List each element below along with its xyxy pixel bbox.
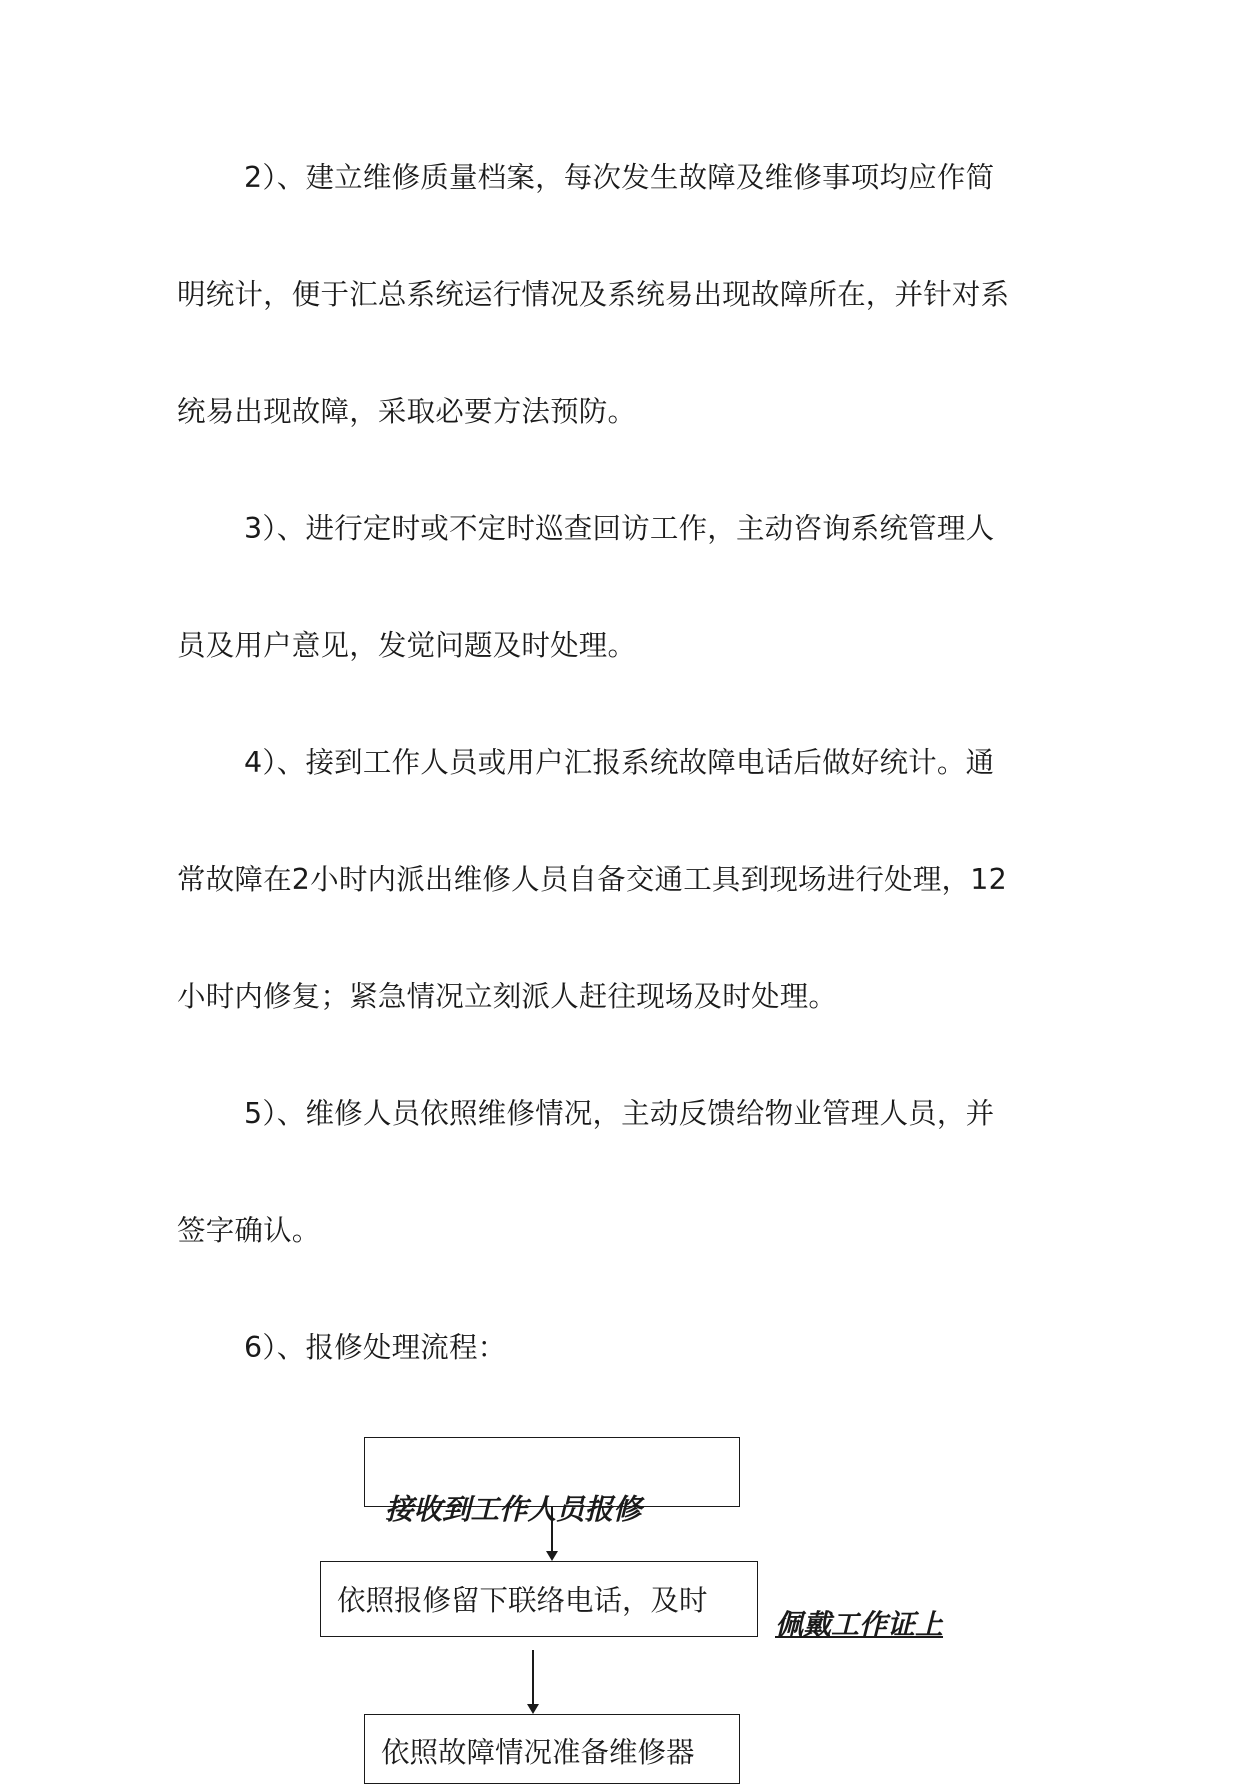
paragraph-line: 2）、建立维修质量档案，每次发生故障及维修事项均应作简 <box>244 161 995 194</box>
flow-side-note: 佩戴工作证上 <box>775 1608 944 1641</box>
flow-step-label: 接收到工作人员报修 <box>385 1493 642 1526</box>
flow-arrow-down <box>542 1507 562 1563</box>
paragraph-line: 明统计，便于汇总系统运行情况及系统易出现故障所在，并针对系 <box>177 278 1010 311</box>
paragraph-line: 统易出现故障，采取必要方法预防。 <box>177 395 637 428</box>
paragraph-line: 3）、进行定时或不定时巡查回访工作，主动咨询系统管理人 <box>244 512 995 545</box>
paragraph-line: 常故障在2小时内派出维修人员自备交通工具到现场进行处理，12 <box>177 863 1007 896</box>
flow-step-prepare-tools <box>364 1714 740 1784</box>
paragraph-line: 4）、接到工作人员或用户汇报系统故障电话后做好统计。通 <box>244 746 995 779</box>
paragraph-line: 员及用户意见，发觉问题及时处理。 <box>177 629 637 662</box>
paragraph-line: 小时内修复；紧急情况立刻派人赶往现场及时处理。 <box>177 980 838 1013</box>
flow-arrow-down <box>523 1650 543 1716</box>
flow-step-label: 依照报修留下联络电话，及时 <box>337 1584 708 1617</box>
paragraph-line: 5）、维修人员依照维修情况，主动反馈给物业管理人员，并 <box>244 1097 995 1130</box>
paragraph-line: 签字确认。 <box>177 1214 321 1247</box>
flow-step-receive-report <box>364 1437 740 1526</box>
flow-step-label: 依照故障情况准备维修器 <box>381 1736 695 1769</box>
paragraph-line: 6）、报修处理流程： <box>244 1331 507 1364</box>
flow-step-contact <box>320 1561 758 1637</box>
